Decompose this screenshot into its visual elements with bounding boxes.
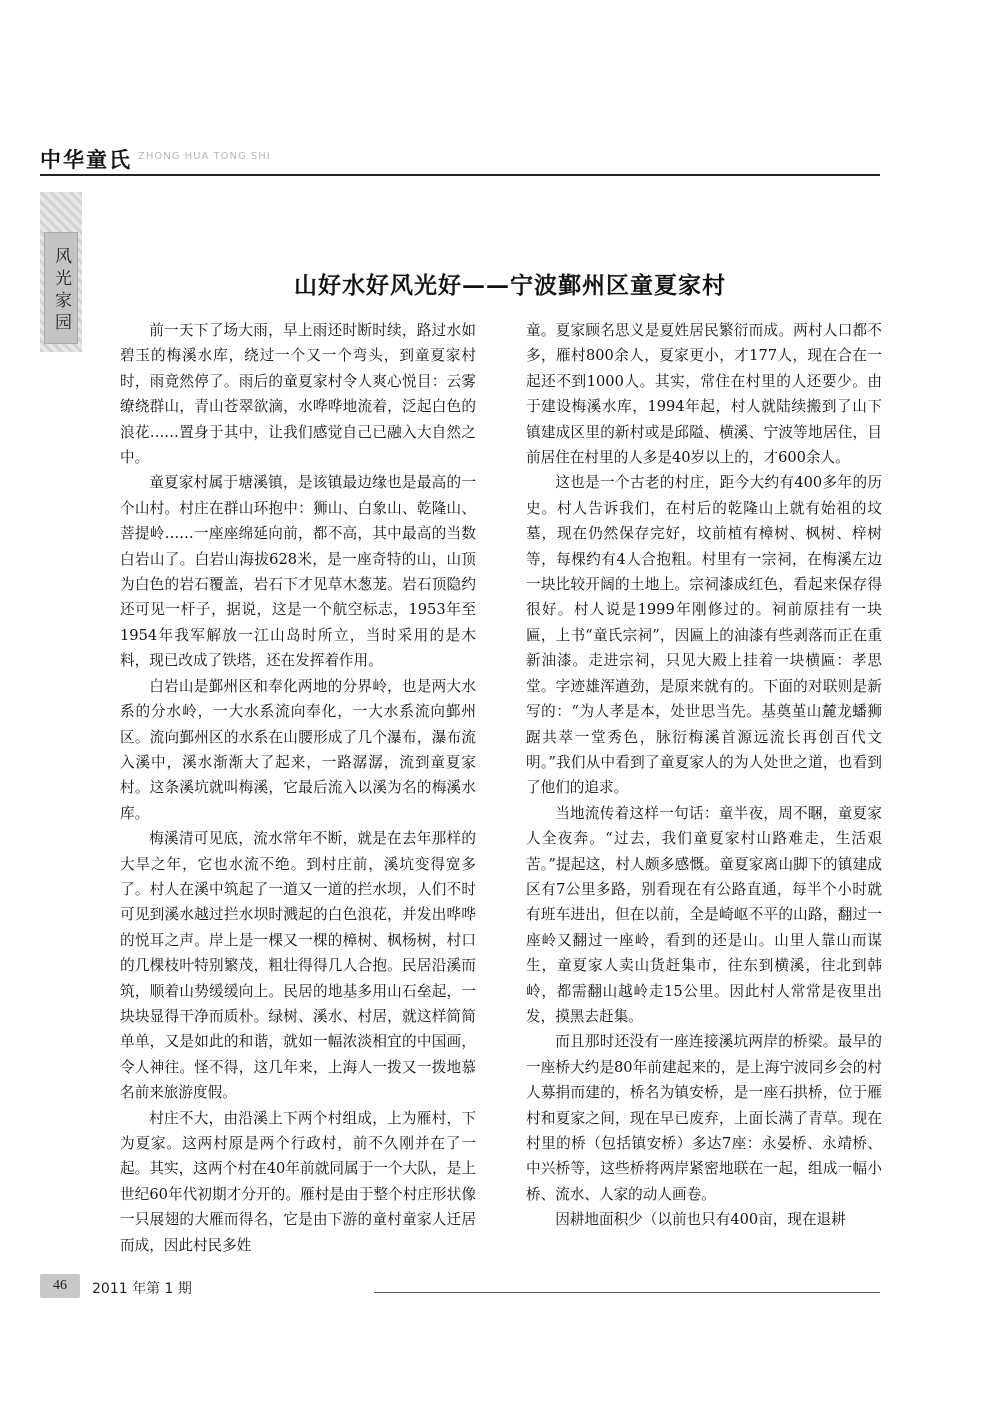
right-column xyxy=(526,318,882,1233)
journal-title: 中华童氏 xyxy=(40,147,132,172)
paragraph: 而且那时还没有一座连接溪坑两岸的桥梁。最早的一座桥大约是80年前建起来的，是上海宁波同乡会的村人募捐而建的，桥名为镇安桥，是一座石拱桥，位于雁村和夏家之间，现在早已废弃，上面长满了青草。现在村里的桥（包括镇安桥）多达7座：永晏桥、永靖桥、中兴桥等，这些桥将两岸紧密地联在一起，组成一幅小桥、流水、人家的动人画卷。 xyxy=(526,1033,882,1203)
article-title: 山好水好风光好——宁波鄞州区童夏家村 xyxy=(294,272,726,300)
section-badge xyxy=(40,192,82,352)
paragraph-continued: 童。夏家顾名思义是夏姓居民繁衍而成。两村人口都不多，雁村800余人，夏家更小，才177人，现在合在一起还不到1000人。其实，常住在村里的人还要少。由于建设梅溪水库，1994年起，村人就陆续搬到了山下镇建成区里的新村或是邱隘、横溪、宁波等地居住，目前居住在村里的人多是40岁以上的，才600余人。 xyxy=(526,322,882,467)
paragraph: 村庄不大，由沿溪上下两个村组成，上为雁村，下为夏家。这两村原是两个行政村，前不久刚并在了一起。其实，这两个村在40年前就同属于一个大队，是上世纪60年代初期才分开的。雁村是由于整个村庄形状像一只展翅的大雁而得名，它是由下游的童村童家人迁居而成，因此村民多姓 xyxy=(120,1109,476,1254)
paragraph: 前一天下了场大雨，早上雨还时断时续，路过水如碧玉的梅溪水库，绕过一个又一个弯头，到童夏家村时，雨竟然停了。雨后的童夏家村令人爽心悦目：云雾缭绕群山，青山苍翠欲滴，水哗哗地流着，泛起白色的浪花……置身于其中，让我们感觉自己已融入大自然之中。 xyxy=(120,322,476,467)
page-number: 46 xyxy=(40,1274,80,1298)
paragraph: 童夏家村属于塘溪镇，是该镇最边缘也是最高的一个山村。村庄在群山环抱中：狮山、白象山、乾隆山、菩提岭……一座座绵延向前，都不高，其中最高的当数白岩山了。白岩山海拔628米，是一座奇特的山，山顶为白色的岩石覆盖，岩石下才见草木葱茏。岩石顶隐约还可见一杆子，据说，这是一个航空标志，1953年至1954年我军解放一江山岛时所立，当时采用的是木料，现已改成了铁塔，还在发挥着作用。 xyxy=(120,474,476,670)
journal-title-pinyin: ZHONG HUA TONG SHI xyxy=(138,151,271,162)
section-label: 风光家园 xyxy=(44,232,78,344)
masthead xyxy=(40,140,880,180)
page-footer xyxy=(40,1270,880,1310)
paragraph: 当地流传着这样一句话：童半夜，周不睏，童夏家人全夜奔。“过去，我们童夏家村山路难走，生活艰苦。”提起这，村人颇多感慨。童夏家离山脚下的镇建成区有7公里多路，别看现在有公路直通，每半个小时就有班车进出，但在以前，全是崎岖不平的山路，翻过一座岭又翻过一座岭，看到的还是山。山里人靠山而谋生，童夏家人卖山货赶集市，往东到横溪，往北到韩岭，都需翻山越岭走15公里。因此村人常常是夜里出发，摸黑去赶集。 xyxy=(526,804,882,1025)
paragraph: 白岩山是鄞州区和奉化两地的分界岭，也是两大水系的分水岭，一大水系流向奉化，一大水系流向鄞州区。流向鄞州区的水系在山腰形成了几个瀑布，瀑布流入溪中，溪水渐渐大了起来，一路潺潺，流到童夏家村。这条溪坑就叫梅溪，它最后流入以溪为名的梅溪水库。 xyxy=(120,677,476,822)
footer-rule xyxy=(374,1292,880,1293)
left-column xyxy=(120,318,476,1258)
header-rule xyxy=(40,174,880,176)
paragraph: 因耕地面积少（以前也只有400亩，现在退耕 xyxy=(555,1211,846,1229)
paragraph: 这也是一个古老的村庄，距今大约有400多年的历史。村人告诉我们，在村后的乾隆山上就有始祖的坟墓，现在仍然保存完好，坟前植有樟树、枫树、梓树等，每棵约有4人合抱粗。村里有一宗祠，在梅溪左边一块比较开阔的土地上。宗祠漆成红色，看起来保存得很好。村人说是1999年刚修过的。祠前原挂有一块匾，上书“童氏宗祠”，因匾上的油漆有些剥落而正在重新油漆。走进宗祠，只见大殿上挂着一块横匾：孝思堂。字迹雄浑遒劲，是原来就有的。下面的对联则是新写的：“为人孝是本，处世思当先。基奠堇山麓龙蟠狮踞共萃一堂秀色，脉衍梅溪首源远流长再创百代文明。”我们从中看到了童夏家人的为人处世之道，也看到了他们的追求。 xyxy=(526,474,882,797)
issue-label: 2011 年第 1 期 xyxy=(92,1281,192,1297)
paragraph: 梅溪清可见底，流水常年不断，就是在去年那样的大旱之年，它也水流不绝。到村庄前，溪坑变得宽多了。村人在溪中筑起了一道又一道的拦水坝，人们不时可见到溪水越过拦水坝时溅起的白色浪花，并发出哗哗的悦耳之声。岸上是一棵又一棵的樟树、枫杨树，村口的几棵枝叶特别繁茂，粗壮得得几人合抱。民居沿溪而筑，顺着山势缓缓向上。民居的地基多用山石垒起，一块块显得干净而质朴。绿树、溪水、村居，就这样简简单单，又是如此的和谐，就如一幅浓淡相宜的中国画，令人神往。怪不得，这几年来，上海人一拨又一拨地慕名前来旅游度假。 xyxy=(120,830,476,1102)
